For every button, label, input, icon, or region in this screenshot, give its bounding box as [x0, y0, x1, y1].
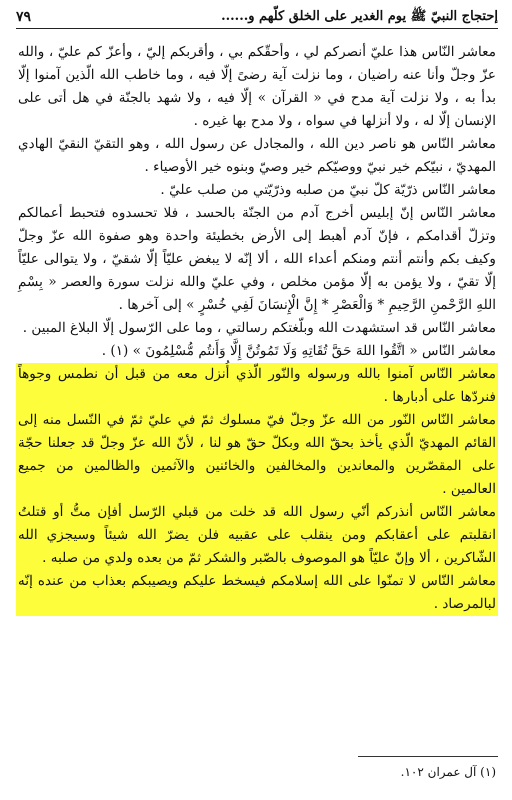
highlighted-paragraph: معاشر النّاس آمنوا بالله ورسوله والنّور الّذي أُنزل معه من قبل أن نطمس وجوهاً فنردّها على أدبارها .: [16, 363, 498, 409]
paragraph: معاشر النّاس هذا عليّ أنصركم لي ، وأحقّكم بي ، وأقربكم إليّ ، وأعزّ كم عليّ ، والله عزّ وجلّ وأنا عنه راضيان ، وما نزلت آية رضىً إلّا فيه ، وما خاطب الله الّذين آمنوا إلّا بدأ به ، ولا نزلت آية مدح في « القرآن » إلّا فيه ، ولا شهد بالجنّة في هل أتى على الإنسان إلّا له ، ولا أنزلها في سواه ، ولا مدح بها غيره .: [18, 44, 496, 129]
highlighted-paragraph: معاشر النّاس لا تمنّوا على الله إسلامكم فيسخط عليكم ويصيبكم بعذاب من عنده إنّه لبالمرصاد .: [16, 570, 498, 616]
footnote-divider: [358, 756, 498, 757]
body-text: [16, 41, 498, 616]
page-number: ٧٩: [16, 9, 32, 25]
paragraph: معاشر النّاس قد استشهدت الله وبلّغتكم رسالتي ، وما على الرّسول إلّا البلاغ المبين .: [22, 320, 496, 336]
paragraph: معاشر النّاس إنّ إبليس أخرج آدم من الجنّة بالحسد ، فلا تحسدوه فتحبط أعمالكم وتزلّ أقدامكم ، فإنّ آدم أهبط إلى الأرض بخطيئة واحدة وهو صفوة الله عزّ وجلّ وكيف بكم وأنتم أنتم ومنكم أعداء الله ، ألا إنّه لا يبغض عليّاً إلّا شقيّ ، ولا يتوالى عليّاً إلّا تقيّ ، ولا يؤمن به إلّا مؤمن مخلص ، وفي عليّ والله نزلت سورة والعصر « بِسْمِ اللهِ الرَّحْمنِ الرَّحِيمِ * وَالْعَصْرِ * إِنَّ الْإِنسَانَ لَفِي خُسْرٍ » إلى آخرها .: [18, 205, 496, 313]
page-header: [16, 8, 498, 29]
paragraph: معاشر النّاس « اتَّقُوا اللهَ حَقَّ تُقَاتِهِ وَلَا تَمُوتُنَّ إِلَّا وَأَنتُم مُّسْلِمُونَ » (١) .: [101, 343, 496, 359]
running-title: إحتجاج النبيّ ﷺ يوم الغدير على الخلق كلّهم و......: [221, 9, 498, 24]
paragraph: معاشر النّاس هو ناصر دين الله ، والمجادل عن رسول الله ، وهو التقيّ النقيّ الهادي المهديّ ، نبيّكم خير نبيّ ووصيّكم خير وصيّ وبنوه خير الأوصياء .: [18, 136, 496, 175]
highlighted-paragraph: معاشر النّاس النّور من الله عزّ وجلّ فيّ مسلوك ثمّ في عليّ ثمّ في النّسل منه إلى القائم المهديّ الّذي يأخذ بحقّ الله وبكلّ حقّ هو لنا ، لأنّ الله عزّ وجلّ قد جعلنا حجّة على المقصّرين والمعاندين والمخالفين والخائنين والآثمين والظالمين من جميع العالمين .: [16, 409, 498, 501]
highlighted-paragraph: معاشر النّاس أنذركم أنّي رسول الله قد خلت من قبلي الرّسل أفإن متُّ أو قتلتُ انقلبتم على أعقابكم ومن ينقلب على عقبيه فلن يضرّ الله شيئاً وسيجزي الله الشّاكرين ، ألا وإنّ عليّاً هو الموصوف بالصّبر والشكر ثمّ من بعده ولدي من صلبه .: [16, 501, 498, 570]
footnote: (١) آل عمران ١٠٢.: [400, 765, 496, 779]
highlighted-block: [16, 363, 498, 616]
paragraph: معاشر النّاس ذرّيّة كلّ نبيّ من صلبه وذرّيّتي من صلب عليّ .: [160, 182, 496, 198]
